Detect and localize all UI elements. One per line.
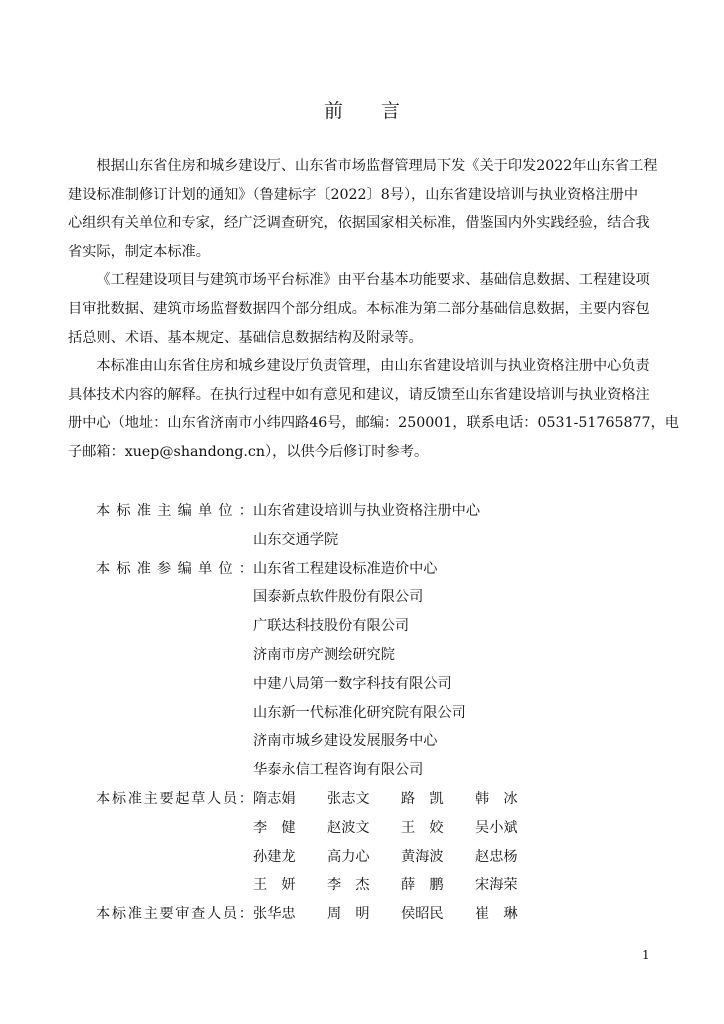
- label-spacer: [96, 612, 253, 641]
- paragraph-2: [68, 266, 662, 352]
- label-char: 要: [159, 790, 174, 807]
- label-char: 本: [96, 560, 111, 577]
- label-spacer: [96, 670, 253, 699]
- unit-name: 山东新一代标准化研究院有限公司: [253, 704, 466, 721]
- person-name: 韩 冰: [475, 790, 518, 807]
- label-char: 人: [207, 906, 222, 923]
- label-char: 标: [111, 790, 127, 807]
- label-spacer: [96, 526, 253, 555]
- label-char: 本: [96, 503, 111, 519]
- person-name: 王 妍: [253, 877, 296, 894]
- paragraph-line: 省实际，制定本标准。: [68, 243, 210, 260]
- label-char: 位: [218, 503, 233, 519]
- label-char: 员: [222, 790, 238, 807]
- unit-name: 济南市房产测绘研究院: [253, 646, 395, 663]
- participating-units-row: [96, 555, 656, 584]
- reviewers-label: [96, 900, 253, 929]
- person-name: 崔 琳: [475, 906, 518, 923]
- label-char: 员: [222, 906, 238, 923]
- person-name: 周 明: [327, 906, 370, 923]
- label-char: 本: [96, 790, 111, 807]
- label-char: 编: [177, 503, 192, 519]
- unit-name: 山东省工程建设标准造价中心: [253, 560, 438, 577]
- label-spacer: [96, 699, 253, 728]
- participating-units-row: [96, 641, 656, 670]
- label-colon: ：: [238, 560, 253, 577]
- name-group: [253, 843, 656, 872]
- page-title: 前 言: [323, 100, 400, 122]
- person-name: 张志文: [327, 790, 370, 807]
- label-char: 标: [116, 560, 131, 577]
- person-name: 李 健: [253, 819, 296, 836]
- contributors-list: [96, 497, 656, 929]
- label-char: 标: [111, 906, 127, 923]
- name-group: [253, 814, 656, 843]
- person-name: 路 凯: [401, 790, 444, 807]
- unit-name: 山东交通学院: [253, 531, 339, 548]
- unit-name: 广联达科技股份有限公司: [253, 618, 410, 635]
- person-name: 王 姣: [401, 819, 444, 836]
- person-name: 赵波文: [327, 819, 370, 836]
- label-char: 准: [127, 790, 142, 807]
- label-char: 位: [218, 560, 233, 577]
- paragraph-line: 心组织有关单位和专家，经广泛调查研究，依据国家相关标准，借鉴国内外实践经验，结合我: [68, 215, 650, 232]
- person-name: 赵忠杨: [475, 848, 518, 865]
- participating-units-row: [96, 727, 656, 756]
- label-spacer: [96, 641, 253, 670]
- paragraph-line: 根据山东省住房和城乡建设厅、山东省市场监督管理局下发《关于印发2022年山东省工程: [96, 158, 658, 174]
- participating-units-row: [96, 699, 656, 728]
- paragraph-line: 本标准由山东省住房和城乡建设厅负责管理，由山东省建设培训与执业资格注册中心负责: [96, 358, 650, 375]
- label-char: 本: [96, 906, 111, 923]
- label-spacer: [96, 871, 253, 900]
- label-spacer: [96, 756, 253, 785]
- person-name: 黄海波: [401, 848, 444, 865]
- label-char: 参: [157, 560, 172, 577]
- unit-name: 山东省建设培训与执业资格注册中心: [253, 503, 481, 519]
- label-char: 人: [207, 790, 222, 807]
- participating-units-row: [96, 583, 656, 612]
- person-name: 张华忠: [253, 906, 296, 923]
- paragraph-line: 目审批数据、建筑市场监督数据四个部分组成。本标准为第二部分基础信息数据，主要内容包: [68, 300, 650, 317]
- person-name: 高力心: [327, 848, 370, 865]
- name-group: [253, 871, 656, 900]
- drafters-row: [96, 814, 656, 843]
- person-name: 侯昭民: [401, 906, 444, 923]
- person-name: 宋海荣: [475, 877, 518, 894]
- paragraph-line: 建设标准制修订计划的通知》（鲁建标字〔2022〕8号），山东省建设培训与执业资格注册中: [68, 186, 639, 203]
- label-char: 主: [143, 906, 158, 923]
- paragraph-1: [68, 152, 662, 266]
- person-name: 薛 鹏: [401, 877, 444, 894]
- chief-units-label: [96, 497, 253, 526]
- participating-units-label: [96, 555, 253, 584]
- label-char: 单: [197, 560, 213, 577]
- label-colon: ：: [238, 790, 253, 807]
- label-char: 准: [136, 503, 151, 519]
- participating-units-row: [96, 612, 656, 641]
- unit-name: 中建八局第一数字科技有限公司: [253, 675, 452, 692]
- paragraph-line: 括总则、术语、基本规定、基础信息数据结构及附录等。: [68, 329, 423, 346]
- label-char: 标: [116, 503, 131, 519]
- person-name: 孙建龙: [253, 848, 296, 865]
- chief-units-row: [96, 497, 656, 526]
- drafters-row: [96, 871, 656, 900]
- person-name: 隋志娟: [253, 790, 296, 807]
- unit-name: 华泰永信工程咨询有限公司: [253, 762, 424, 779]
- unit-name: 济南市城乡建设发展服务中心: [253, 733, 438, 750]
- reviewers-row: [96, 900, 656, 929]
- page-number: 1: [642, 948, 650, 962]
- label-char: 主: [157, 503, 172, 519]
- label-spacer: [96, 814, 253, 843]
- label-char: 准: [127, 906, 142, 923]
- drafters-label: [96, 785, 253, 814]
- label-colon: ：: [238, 906, 253, 923]
- label-char: 查: [191, 906, 206, 923]
- label-char: 要: [159, 906, 174, 923]
- participating-units-row: [96, 670, 656, 699]
- name-group: [253, 785, 656, 814]
- label-spacer: [96, 843, 253, 872]
- label-char: 主: [143, 790, 158, 807]
- drafters-row: [96, 785, 656, 814]
- label-char: 编: [177, 560, 192, 577]
- label-char: 单: [197, 503, 213, 519]
- participating-units-row: [96, 756, 656, 785]
- paragraph-line: 具体技术内容的解释。在执行过程中如有意见和建议，请反馈至山东省建设培训与执业资格注: [68, 386, 650, 403]
- person-name: 吴小斌: [475, 819, 518, 836]
- label-spacer: [96, 727, 253, 756]
- label-char: 准: [136, 560, 151, 577]
- label-char: 起: [175, 790, 190, 807]
- paragraph-3: [68, 352, 679, 466]
- unit-name: 国泰新点软件股份有限公司: [253, 589, 424, 606]
- paragraph-line: 子邮箱：xuep@shandong.cn），以供今后修订时参考。: [68, 443, 429, 460]
- paragraph-line: 册中心（地址：山东省济南市小纬四路46号，邮编：250001，联系电话：0531-51765877，电: [68, 415, 679, 432]
- drafters-row: [96, 843, 656, 872]
- person-name: 李 杰: [327, 877, 370, 894]
- chief-units-row: [96, 526, 656, 555]
- paragraph-line: 《工程建设项目与建筑市场平台标准》由平台基本功能要求、基础信息数据、工程建设项: [96, 272, 650, 289]
- label-colon: ：: [238, 503, 253, 519]
- label-char: 审: [175, 906, 190, 923]
- preface-body: [68, 152, 679, 467]
- name-group: [253, 900, 656, 929]
- label-char: 草: [191, 790, 206, 807]
- label-spacer: [96, 583, 253, 612]
